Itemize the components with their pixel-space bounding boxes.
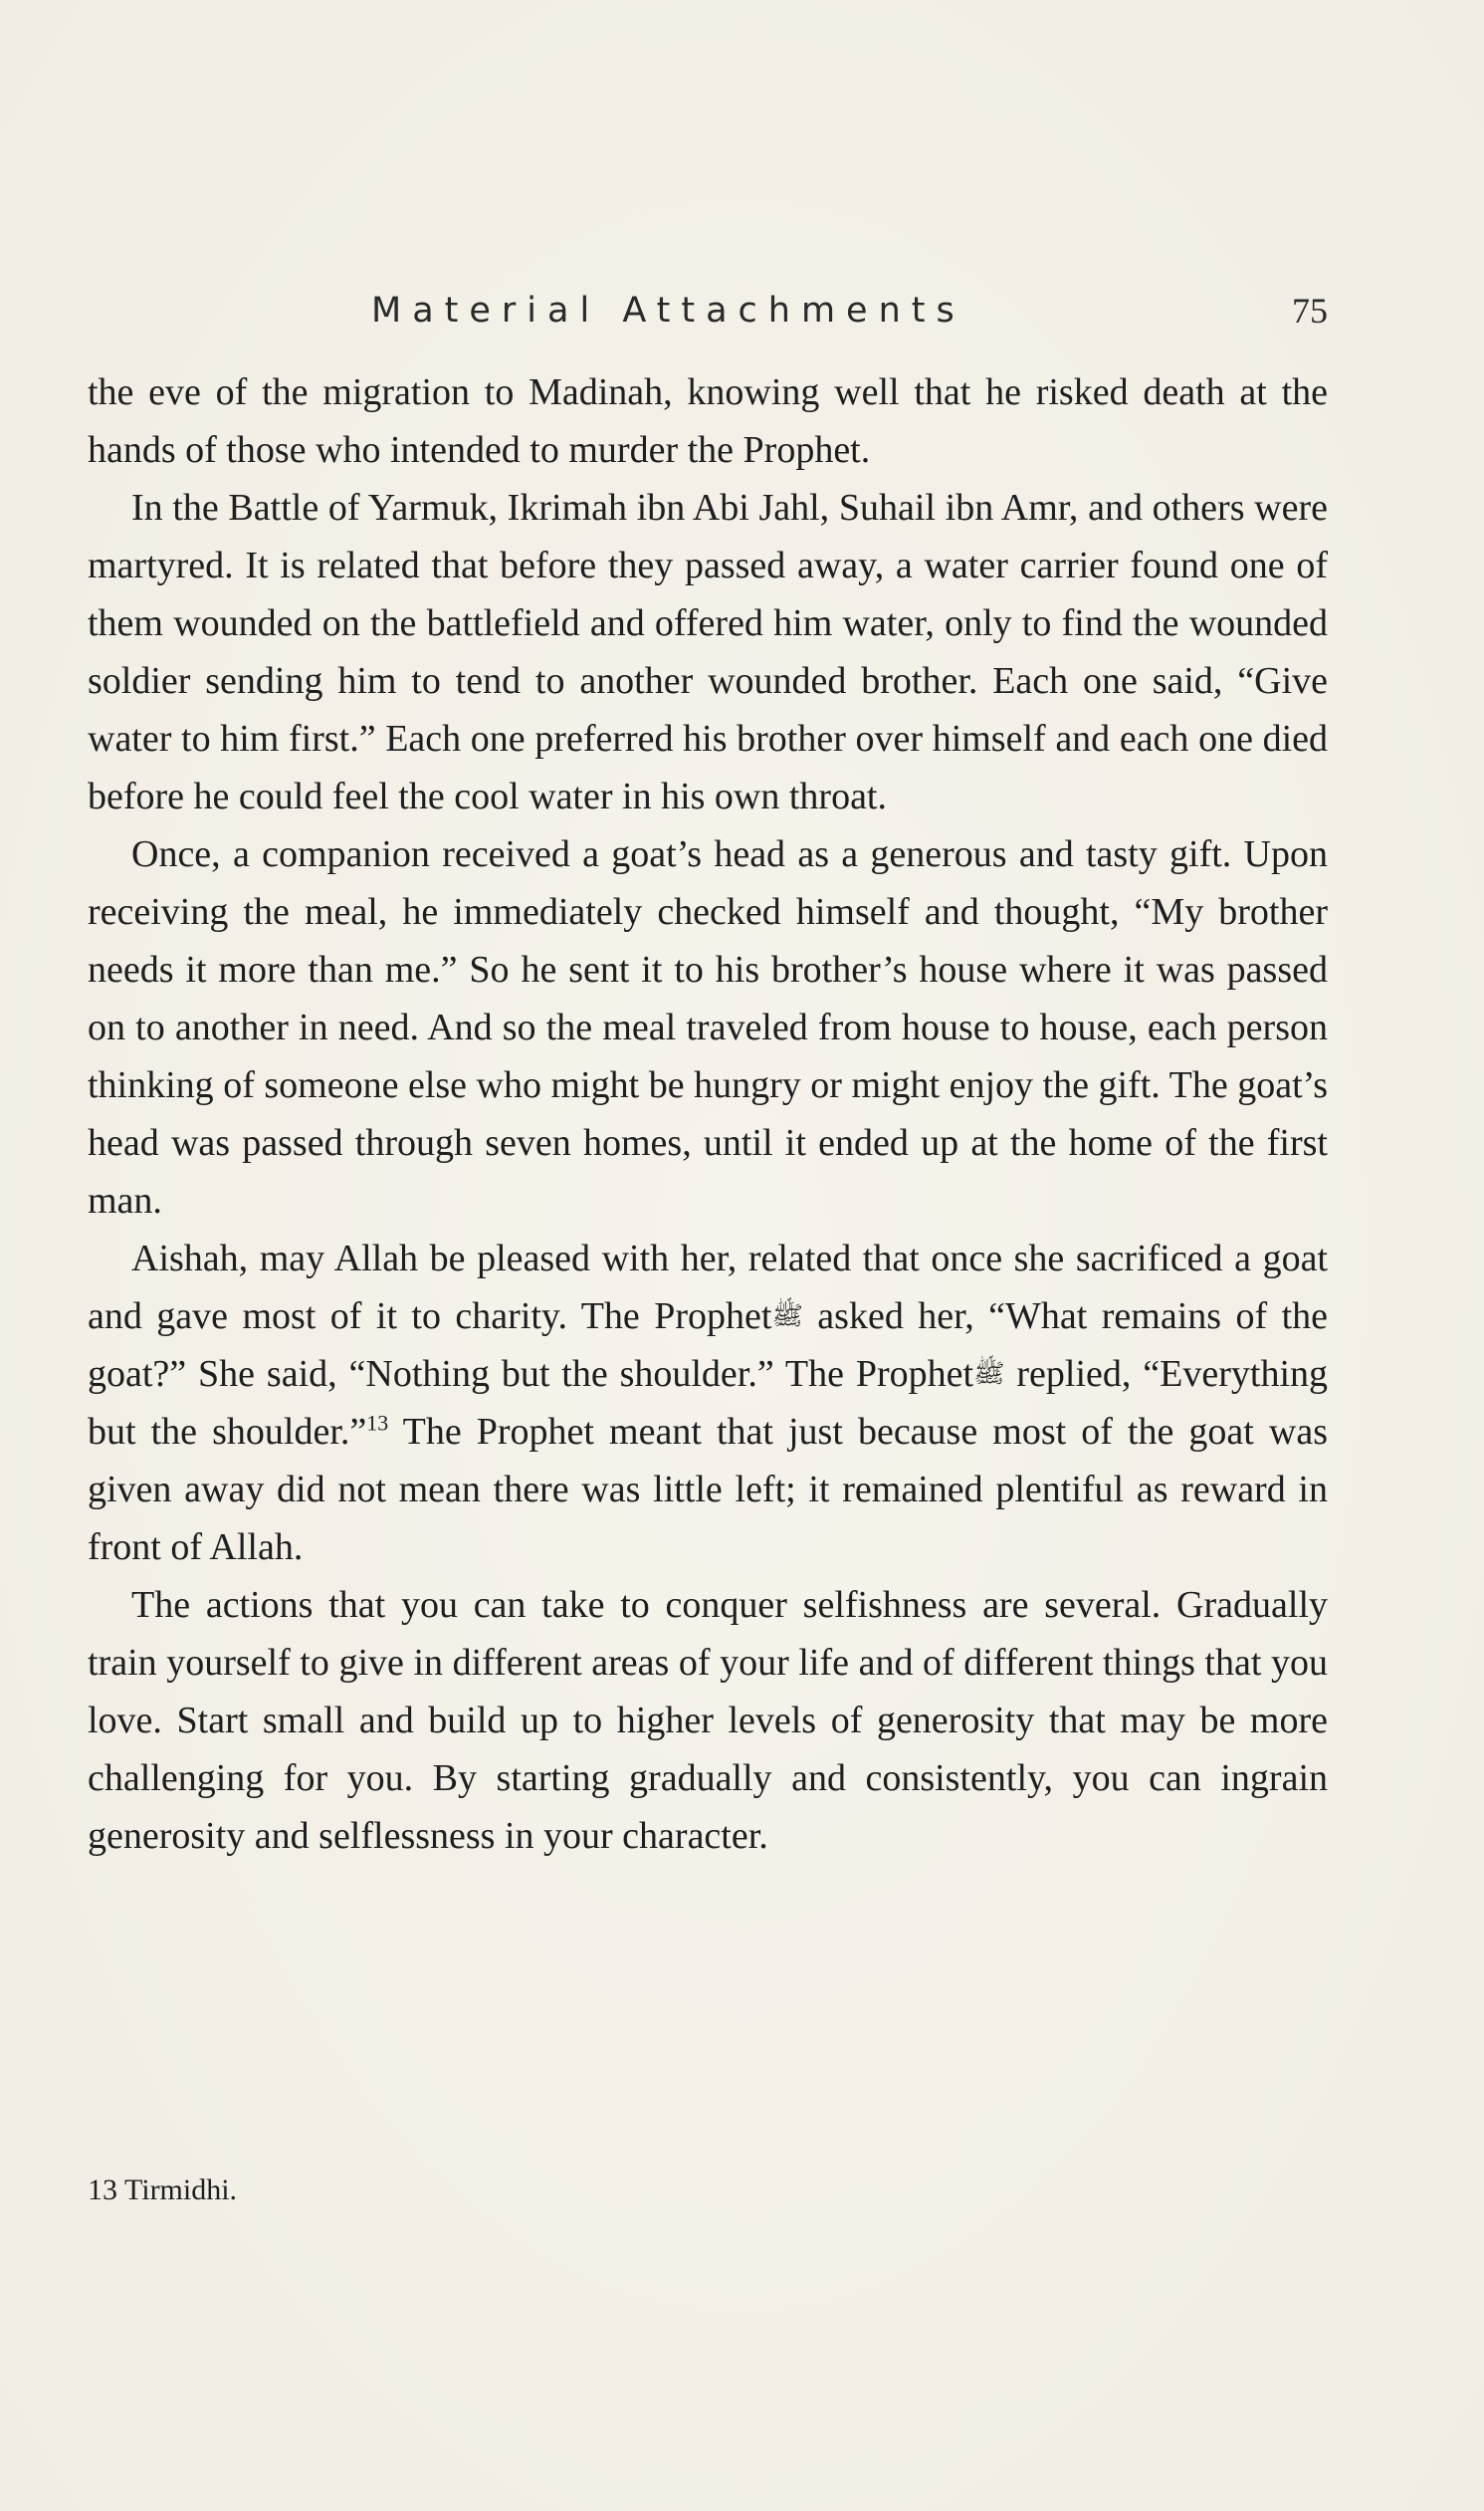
running-title: Material Attachments <box>371 291 965 331</box>
paragraph-continuation: the eve of the migration to Madinah, knowing well that he risked death at the hands of those who intended to murder the Prophet. <box>88 371 1328 471</box>
running-header <box>88 286 1328 336</box>
paragraph-aishah-text-1: Aishah, may Allah be pleased with her, related that once she sacrificed a goat and gave most of it to charity. The Prophet <box>88 1238 1328 1337</box>
paragraph-goats-head: Once, a companion received a goat’s head as a generous and tasty gift. Upon receiving the meal, he immediately checked himself and thought, “My brother needs it more than me.” So he sent it to his brother’s house where it was passed on to another in need. And so the meal traveled from house to house, each person thinking of someone else who might be hungry or might enjoy the gift. The goat’s head was passed through seven homes, until it ended up at the home of the first man. <box>88 833 1328 1222</box>
paragraph-aishah-text-4: The Prophet meant that just because most of the goat was given away did not mean there was little left; it remained plentiful as reward in front of Allah. <box>88 1411 1329 1568</box>
body-text <box>88 363 1328 1865</box>
footnote: 13 Tirmidhi. <box>88 2173 238 2206</box>
page-number: 75 <box>1292 291 1328 331</box>
salawat-icon: ﷺ <box>771 1301 803 1330</box>
paragraph-aishah <box>88 1230 1328 1576</box>
paragraph-aishah-text-3: replied, “Everything but the shoulder.” <box>88 1353 1329 1453</box>
salawat-icon: ﷺ <box>973 1359 1005 1388</box>
paragraph-conquer-selfishness: The actions that you can take to conquer selfishness are several. Gradually train yourself to give in different areas of your life and of different things that you love. Start small and build up to higher levels of generosity that may be more challenging for you. By starting gradually and consistently, you can ingrain generosity and selflessness in your character. <box>88 1584 1328 1857</box>
paragraph-aishah-text-2: asked her, “What remains of the goat?” She said, “Nothing but the shoulder.” The Prophet <box>88 1295 1329 1395</box>
paragraph-battle-of-yarmuk: In the Battle of Yarmuk, Ikrimah ibn Abi Jahl, Suhail ibn Amr, and others were martyred. It is related that before they passed away, a water carrier found one of them wounded on the battlefield and offered him water, only to find the wounded soldier sending him to tend to another wounded brother. Each one said, “Give water to him first.” Each one preferred his brother over himself and each one died before he could feel the cool water in his own throat. <box>88 487 1328 817</box>
footnote-marker: 13 <box>366 1410 389 1436</box>
